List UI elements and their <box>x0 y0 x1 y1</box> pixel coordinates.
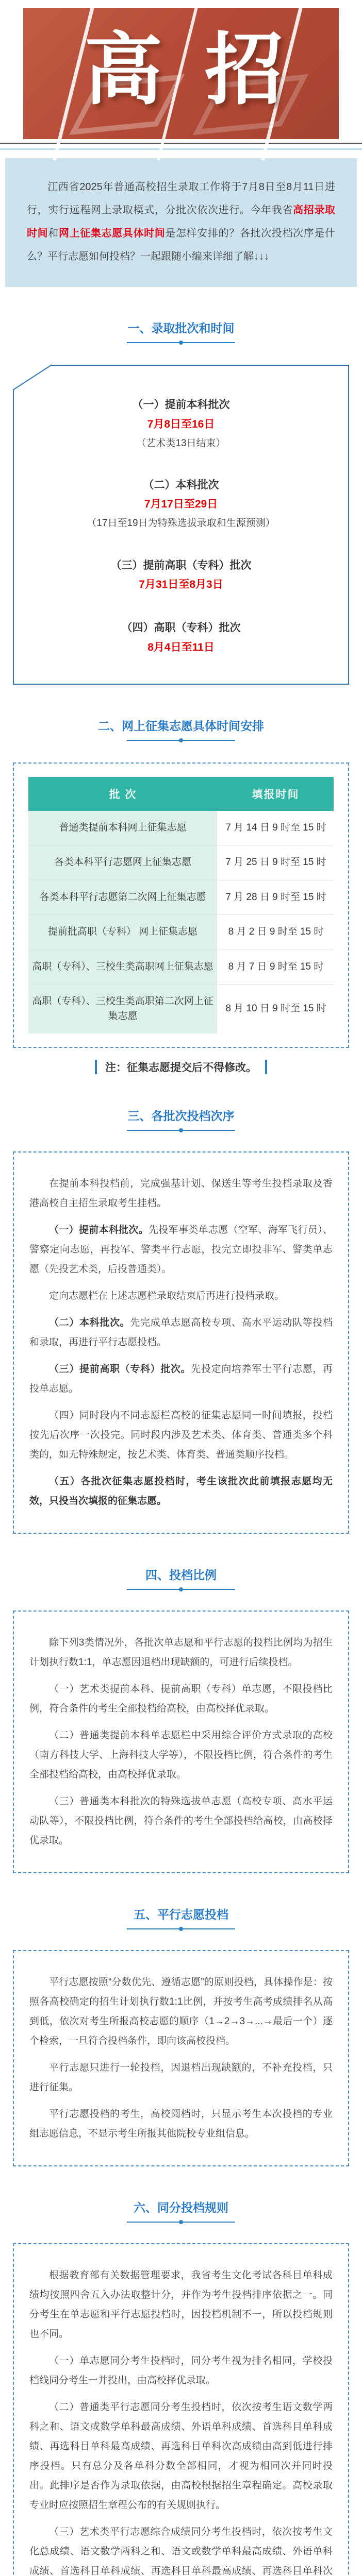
section-title: 一、录取批次和时间 <box>127 321 235 335</box>
underline-dot <box>179 2220 183 2224</box>
section-title: 三、各批次投档次序 <box>127 1109 235 1123</box>
paragraph: （三）普通类本科批次的特殊选拔单志愿（高校专项、高水平运动队等），不限投档比例，符合条件的考生全部投档给高校，由高校择优录取。 <box>29 1796 333 1846</box>
paragraph: （一）提前本科批次。先投军事类单志愿（空军、海军飞行员）、警察定向志愿，再投军、警类平行志愿，投完立即投非军、警类单志愿（先投艺术类，后投普通类）。 <box>29 1225 333 1275</box>
article-page <box>0 8 362 2576</box>
schedule-table <box>28 777 334 1034</box>
section-heading-1 <box>0 319 362 343</box>
batch-note: （艺术类13日结束） <box>136 437 226 449</box>
section-heading-3 <box>0 1107 362 1131</box>
table-row <box>28 811 334 845</box>
col-header-batch: 批 次 <box>28 777 218 811</box>
batch-title: （二）本科批次 <box>143 479 219 491</box>
section-title: 五、平行志愿投档 <box>134 1908 228 1922</box>
paragraph: 除下列3类情况外，各批次单志愿和平行志愿的投档比例均为招生计划执行数1:1，单志愿因退档出现缺额的，可进行后续投档。 <box>29 1637 333 1668</box>
batch-item <box>24 619 338 658</box>
paragraph: （四）同时段内不同志愿栏高校的征集志愿同一时间填报，投档按先后次序一次投完。同时段内涉及艺术类、体育类、普通类多个科类的，如无特殊规定，按艺术类、体育类、普通类顺序投档。 <box>29 1410 333 1461</box>
cell-time: 7 月 28 日 9 时至 15 时 <box>218 880 334 915</box>
divider-dark <box>0 143 362 144</box>
section-heading-6 <box>0 2198 362 2223</box>
cell-time: 8 月 7 日 9 时至 15 时 <box>218 950 334 985</box>
intro-paragraph: 江西省2025年普通高校招生录取工作将于7月8日至8月11日进行，实行远程网上录取模式，分批次依次进行。今年我省高招录取时间和网上征集志愿具体时间是怎样安排的？各批次投档次序是什么？平行志愿如何投档？一起跟随小编来详细了解↓↓↓ <box>27 181 336 262</box>
paragraph: （三）提前高职（专科）批次。先投定向培养军士平行志愿，再投单志愿。 <box>29 1364 333 1395</box>
batch-item <box>24 556 338 596</box>
batch-title: （三）提前高职（专科）批次 <box>110 559 252 571</box>
banner-title-char: 高 <box>84 26 162 114</box>
cell-time: 8 月 2 日 9 时至 15 时 <box>218 915 334 950</box>
cell-batch: 各类本科平行志愿第二次网上征集志愿 <box>28 880 218 915</box>
section-4-box <box>13 1611 349 1873</box>
divider-light <box>0 148 362 150</box>
banner-title-char: 招 <box>205 26 283 114</box>
batch-date: 8月4日至11日 <box>147 641 215 653</box>
cell-batch: 各类本科平行志愿网上征集志愿 <box>28 845 218 880</box>
heading-underline <box>127 1130 235 1131</box>
cell-time: 7 月 14 日 9 时至 15 时 <box>218 811 334 845</box>
batch-title: （四）高职（专科）批次 <box>121 622 241 634</box>
note-text: 注：征集志愿提交后不得修改。 <box>105 1062 257 1074</box>
heading-underline <box>127 1928 235 1929</box>
paragraph: 根据教育部有关数据管理要求，我省考生文化考试各科目单科成绩均按照四舍五入办法取整计分，并作为考生投档排序依据之一。同分考生在单志愿和平行志愿投档时，因投档机制不一，所以投档规则也不同。 <box>29 2270 333 2340</box>
table-row <box>28 950 334 985</box>
schedule-table-box <box>13 762 349 1048</box>
section-heading-2 <box>0 717 362 741</box>
batch-date: 7月31日至8月3日 <box>139 579 223 591</box>
banner-image <box>23 8 339 139</box>
col-header-time: 填报时间 <box>218 777 334 811</box>
table-row <box>28 880 334 915</box>
paragraph: （二）普通类平行志愿同分考生投档时，依次按考生语文数学两科之和、语文或数学单科最高成绩、外语单科成绩、首选科目单科成绩、再选科目单科最高成绩、再选科目单科次高成绩由高到低进行排序投档。只有总分及各单科分数全部相同，才视为相同次并同时投出。此排序是否作为录取依据，由高校根据招生章程确定。高校录取专业时应按照招生章程公布的有关规则执行。 <box>29 2402 333 2511</box>
underline-dot <box>179 1927 183 1931</box>
paragraph: （一）艺术类提前本科、提前高职（专科）单志愿，不限投档比例，符合条件的考生全部投档给高校，由高校择优录取。 <box>29 1684 333 1715</box>
batch-item <box>24 476 338 533</box>
section-title: 四、投档比例 <box>145 1568 217 1582</box>
cell-batch: 提前批高职（专科） 网上征集志愿 <box>28 915 218 950</box>
heading-underline <box>127 2222 235 2223</box>
batch-date: 7月17日至29日 <box>144 498 218 511</box>
heading-underline <box>127 740 235 741</box>
section-3-box <box>13 1151 349 1534</box>
cell-batch: 普通类提前本科网上征集志愿 <box>28 811 218 845</box>
heading-underline <box>127 1589 235 1590</box>
table-note <box>0 1059 362 1075</box>
note-bar-left <box>95 1060 97 1074</box>
paragraph: 平行志愿只进行一轮投档，因退档出现缺额的，不补充投档，只进行征集。 <box>29 2062 333 2093</box>
batch-title: （一）提前本科批次 <box>132 399 230 411</box>
cell-batch: 高职（专科）、三校生类高职网上征集志愿 <box>28 950 218 985</box>
paragraph: （五）各批次征集志愿投档时，考生该批次此前填报志愿均无效，只投当次填报的征集志愿。 <box>29 1476 333 1507</box>
cell-time: 8 月 10 日 9 时至 15 时 <box>218 985 334 1034</box>
paragraph: （三）艺术类平行志愿综合成绩同分考生投档时，依次按考生文化总成绩、语文数学两科之和、语文或数学单科最高成绩、外语单科成绩、首选科目单科成绩、再选科目单科最高成绩、再选科目单科次 <box>29 2527 333 2576</box>
highlight-text: 高招录取时间 <box>27 205 336 239</box>
highlight-text: 网上征集志愿具体时间 <box>58 228 166 239</box>
batch-time-box <box>13 365 349 685</box>
underline-dot <box>179 1587 183 1591</box>
underline-dot <box>179 1128 183 1132</box>
section-title: 六、同分投档规则 <box>134 2201 228 2215</box>
underline-dot <box>179 738 183 742</box>
table-row <box>28 845 334 880</box>
paragraph: 在提前本科投档前，完成强基计划、保送生等考生投档录取及香港高校自主招生录取考生挂档。 <box>29 1178 333 1209</box>
paragraph: （二）普通类提前本科单志愿栏中采用综合评价方式录取的高校（南方科技大学、上海科技大学等），不限投档比例，符合条件的考生全部投档给高校，由高校择优录取。 <box>29 1730 333 1781</box>
batch-note: （17日至19日为特殊选拔录取和生源预测） <box>87 518 275 529</box>
table-row <box>28 985 334 1034</box>
note-bar-right <box>265 1060 267 1074</box>
section-title: 二、网上征集志愿具体时间安排 <box>98 719 264 733</box>
paragraph: 平行志愿按照“分数优先、遵循志愿”的原则投档，具体操作是：按照各高校确定的招生计划执行数1:1比例，并按考生高考成绩排名从高到低，依次对考生所报高校志愿的顺序（1→2→3→...→最后一个）逐个检索，一旦符合投档条件，即向该高校投档。 <box>29 1977 333 2047</box>
batch-item <box>24 396 338 452</box>
cell-batch: 高职（专科）、三校生类高职第二次网上征集志愿 <box>28 985 218 1034</box>
paragraph: （一）单志愿同分考生投档时，同分考生视为排名相同，学校投档线同分考生一并投出，由高校择优录取。 <box>29 2355 333 2386</box>
section-heading-5 <box>0 1905 362 1929</box>
section-5-box <box>13 1950 349 2166</box>
cell-time: 7 月 25 日 9 时至 15 时 <box>218 845 334 880</box>
section-heading-4 <box>0 1566 362 1590</box>
table-header-row <box>28 777 334 811</box>
underline-dot <box>179 341 183 345</box>
paragraph: （二）本科批次。先完成单志愿高校专项、高水平运动队等投档和录取，再进行平行志愿投档。 <box>29 1317 333 1348</box>
intro-box <box>5 158 357 287</box>
table-row <box>28 915 334 950</box>
batch-date: 7月8日至16日 <box>147 418 215 430</box>
paragraph: 定向志愿栏在上述志愿栏录取结束后再进行投档录取。 <box>49 1291 285 1302</box>
section-6-box <box>13 2243 349 2576</box>
paragraph: 平行志愿投档的考生，高校阅档时，只显示考生本次投档的专业组志愿信息，不显示考生所报其他院校专业组信息。 <box>29 2109 333 2140</box>
heading-underline <box>127 342 235 343</box>
